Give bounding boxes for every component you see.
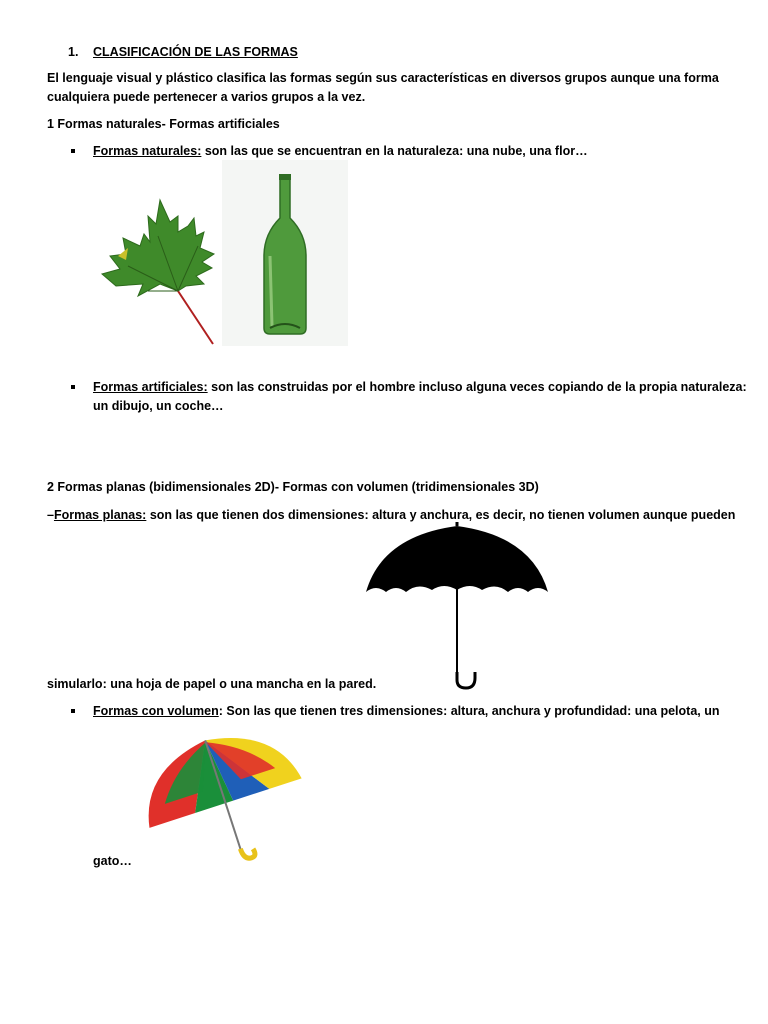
bullet-icon <box>71 385 75 389</box>
formas-planas-text: son las que tienen dos dimensiones: altura y anchura, es decir, no tienen volumen aunque pueden <box>146 508 736 522</box>
page-title: CLASIFICACIÓN DE LAS FORMAS <box>93 45 298 59</box>
formas-planas-line-2: simularlo: una hoja de papel o una mancha en la pared. <box>47 677 377 691</box>
formas-naturales-text: son las que se encuentran en la naturaleza: una nube, una flor… <box>201 144 588 158</box>
formas-artificiales-line-2: un dibujo, un coche… <box>93 399 224 413</box>
colorful-umbrella-image <box>132 726 310 868</box>
formas-volumen-text: : Son las que tienen tres dimensiones: altura, anchura y profundidad: una pelota, un <box>218 704 720 718</box>
bullet-icon <box>71 709 75 713</box>
heading-number: 1. <box>68 45 79 59</box>
formas-artificiales-text: son las construidas por el hombre incluso alguna veces copiando de la propia naturaleza: <box>207 380 747 394</box>
formas-volumen-term: Formas con volumen <box>93 704 219 718</box>
maple-leaf-image <box>98 196 218 346</box>
black-umbrella-silhouette <box>362 522 552 694</box>
intro-line-2: cualquiera puede pertenecer a varios grupos a la vez. <box>47 90 366 104</box>
bullet-icon <box>71 149 75 153</box>
formas-volumen-item <box>93 703 720 720</box>
section-2-title: 2 Formas planas (bidimensionales 2D)- Formas con volumen (tridimensionales 3D) <box>47 480 539 494</box>
intro-line-1: El lenguaje visual y plástico clasifica las formas según sus características en diversos grupos aunque una forma <box>47 71 719 85</box>
formas-naturales-item <box>93 143 588 160</box>
formas-planas-prefix: – <box>47 508 54 522</box>
green-bottle-image <box>222 160 348 346</box>
formas-artificiales-item <box>93 379 747 396</box>
formas-artificiales-term: Formas artificiales: <box>93 380 208 394</box>
formas-planas-term: Formas planas: <box>53 508 147 522</box>
section-1-title: 1 Formas naturales- Formas artificiales <box>47 117 280 131</box>
formas-volumen-line-2: gato… <box>93 854 132 868</box>
formas-naturales-term: Formas naturales: <box>93 144 202 158</box>
